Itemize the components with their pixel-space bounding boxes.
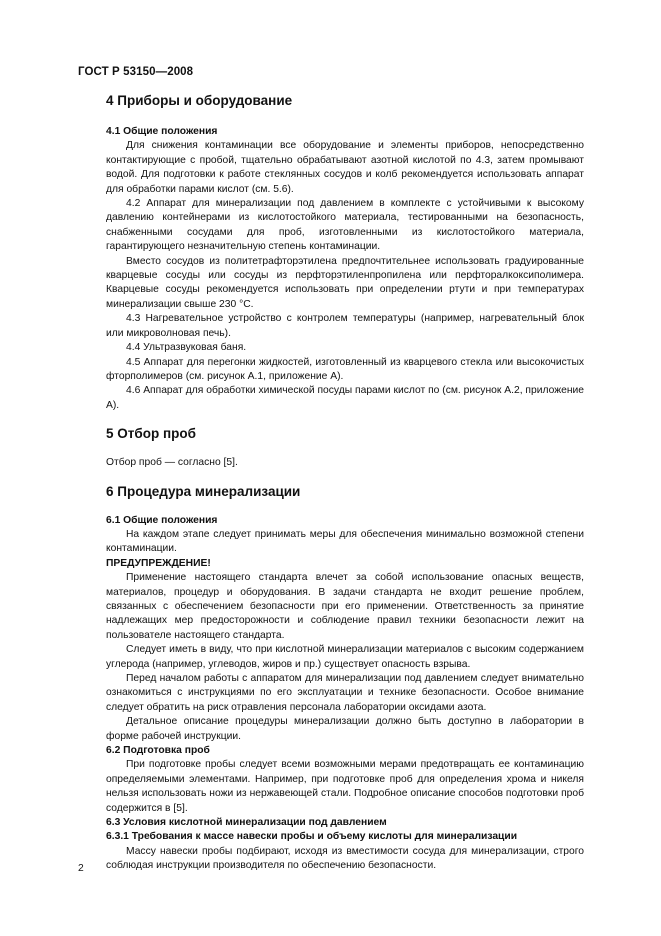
paragraph: Отбор проб — согласно [5]. bbox=[106, 457, 238, 469]
page-number: 2 bbox=[78, 863, 84, 874]
standard-header: ГОСТ Р 53150—2008 bbox=[78, 66, 194, 78]
section-6-title: 6 Процедура минерализации bbox=[106, 483, 301, 499]
section-5-title: 5 Отбор проб bbox=[106, 426, 196, 442]
subsection-6-2-title: 6.2 Подготовка проб bbox=[106, 745, 210, 757]
paragraph: Массу навески пробы подбирают, исходя из вместимости сосуда для минерализации, строго соблюдая инструкции производителя по обеспечению безопасности. bbox=[106, 845, 584, 872]
paragraph: 4.4 Ультразвуковая баня. bbox=[126, 342, 247, 354]
subsection-6-3-1-title: 6.3.1 Требования к массе навески пробы и объему кислоты для минерализации bbox=[106, 831, 518, 843]
subsection-4-1-title: 4.1 Общие положения bbox=[106, 126, 218, 137]
section-4-title: 4 Приборы и оборудование bbox=[106, 93, 293, 108]
paragraph: Применение настоящего стандарта влечет за собой использование опасных веществ, материалов, процедур и оборудования. В задачи стандарта не входит решение проблем, связанных с обеспечением безопасности при его применении. Ответственность за принятие надлежащих мер предосторожности и соблюдение правил техники безопасности лежит на пользователе настоящего стандарта. bbox=[106, 572, 584, 641]
subsection-6-1-title: 6.1 Общие положения bbox=[106, 514, 218, 526]
paragraph: 4.2 Аппарат для минерализации под давлением в комплекте с устойчивыми к высокому давлению контейнерами из кислотостойкого материала, тестированными на безопасность, снабженными сосудами для проб, изготовленными из кислотостойкого материала, гарантирующего незначительную степень контаминации. bbox=[106, 198, 584, 253]
paragraph: 4.6 Аппарат для обработки химической посуды парами кислот по (см. рисунок А.2, приложение А). bbox=[106, 385, 584, 411]
page-content bbox=[106, 92, 584, 874]
paragraph: 4.5 Аппарат для перегонки жидкостей, изготовленный из кварцевого стекла или высокочистых фторполимеров (см. рисунок А.1, приложение А). bbox=[106, 356, 584, 382]
paragraph: Вместо сосудов из политетрафторэтилена предпочтительнее использовать градуированные кварцевые сосуды или сосуды из перфторэтиленпропилена или перфторалкоксиполимера. Кварцевые сосуды рекомендуется использовать при определении ртути и при температурах минерализации свыше 230 °C. bbox=[106, 255, 584, 310]
paragraph: Для снижения контаминации все оборудование и элементы приборов, непосредственно контактирующие с пробой, тщательно обрабатывают азотной кислотой по 4.3, затем промывают водой. Для подготовки к работе стеклянных сосудов и колб рекомендуется использовать аппарат для обработки парами кислот (см. 5.6). bbox=[106, 140, 584, 195]
paragraph: При подготовке пробы следует всеми возможными мерами предотвращать ее контаминацию определяемыми элементами. Например, при подготовке проб для определения хрома и никеля нельзя использовать ножи из нержавеющей стали. Подробное описание способов подготовки проб содержится в [5]. bbox=[106, 759, 584, 814]
warning-label: ПРЕДУПРЕЖДЕНИЕ! bbox=[106, 557, 211, 569]
paragraph: На каждом этапе следует принимать меры для обеспечения минимально возможной степени контаминации. bbox=[106, 528, 584, 555]
paragraph: Следует иметь в виду, что при кислотной минерализации материалов с высоким содержанием углерода (например, углеводов, жиров и пр.) существует опасность взрыва. bbox=[106, 644, 584, 670]
subsection-6-3-title: 6.3 Условия кислотной минерализации под давлением bbox=[106, 817, 387, 829]
paragraph: Детальное описание процедуры минерализации должно быть доступно в лаборатории в форме рабочей инструкции. bbox=[106, 716, 584, 742]
paragraph: Перед началом работы с аппаратом для минерализации под давлением следует внимательно ознакомиться с инструкциями по его эксплуатации и технике безопасности. Особое внимание следует обратить на риск отравления персонала лаборатории оксидами азота. bbox=[106, 673, 584, 713]
paragraph: 4.3 Нагревательное устройство с контролем температуры (например, нагревательный блок или микроволновая печь). bbox=[106, 313, 584, 339]
